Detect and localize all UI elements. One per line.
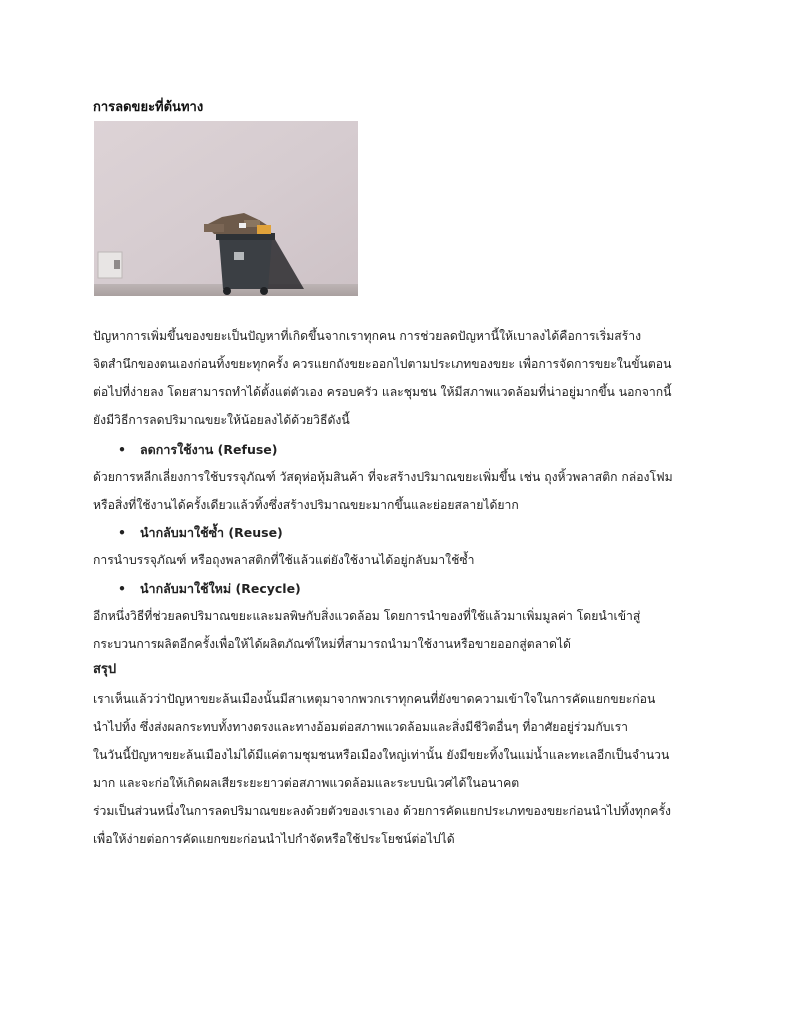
bullet-icon: • bbox=[118, 581, 126, 596]
recycle-line: กระบวนการผลิตอีกครั้งเพื่อให้ได้ผลิตภัณฑ์ใหม่ที่สามารถนำมาใช้งานหรือขายออกสู่ตลาดได้ bbox=[93, 637, 571, 651]
intro-line: ปัญหาการเพิ่มขึ้นของขยะเป็นปัญหาที่เกิดขึ้นจากเราทุกคน การช่วยลดปัญหานี้ให้เบาลงได้คือการเริ่มสร้าง bbox=[93, 329, 642, 343]
refuse-line: หรือสิ่งที่ใช้งานได้ครั้งเดียวแล้วทิ้งซึ่งสร้างปริมาณขยะมากขึ้นและย่อยสลายได้ยาก bbox=[93, 498, 519, 512]
reuse-paragraph bbox=[93, 546, 723, 574]
intro-line: จิตสำนึกของตนเองก่อนทิ้งขยะทุกครั้ง ควรแยกถังขยะออกไปตามประเภทของขยะ เพื่อการจัดการขยะในขั้นตอน bbox=[93, 357, 672, 371]
bullet-title: นำกลับมาใช้ซ้ำ (Reuse) bbox=[140, 525, 283, 540]
summary-line: มาก และจะก่อให้เกิดผลเสียระยะยาวต่อสภาพแวดล้อมและระบบนิเวศได้ในอนาคต bbox=[93, 776, 520, 790]
trash-bin-photo bbox=[94, 121, 358, 296]
recycle-line: อีกหนึ่งวิธีที่ช่วยลดปริมาณขยะและมลพิษกับสิ่งแวดล้อม โดยการนำของที่ใช้แล้วมาเพิ่มมูลค่า โดยนำเข้าสู่ bbox=[93, 609, 641, 623]
refuse-line: ด้วยการหลีกเลี่ยงการใช้บรรจุภัณฑ์ วัสดุห่อหุ้มสินค้า ที่จะสร้างปริมาณขยะเพิ่มขึ้น เช่น ถุงหิ้วพลาสติก กล่องโฟม bbox=[93, 470, 673, 484]
section-heading: การลดขยะที่ต้นทาง bbox=[93, 100, 204, 115]
bullet-icon: • bbox=[118, 525, 126, 540]
bullet-recycle bbox=[118, 579, 301, 599]
recycle-paragraph bbox=[93, 602, 723, 658]
summary-paragraph bbox=[93, 685, 723, 853]
summary-line: นำไปทิ้ง ซึ่งส่งผลกระทบทั้งทางตรงและทางอ้อมต่อสภาพแวดล้อมและสิ่งมีชีวิตอื่นๆ ที่อาศัยอยู่ร่วมกับเรา bbox=[93, 720, 629, 734]
intro-line: ต่อไปที่ง่ายลง โดยสามารถทำได้ตั้งแต่ตัวเอง ครอบครัว และชุมชน ให้มีสภาพแวดล้อมที่น่าอยู่มากขึ้น นอกจากนี้ bbox=[93, 385, 672, 399]
bullet-title: นำกลับมาใช้ใหม่ (Recycle) bbox=[140, 581, 301, 596]
summary-line: เราเห็นแล้วว่าปัญหาขยะล้นเมืองนั้นมีสาเหตุมาจากพวกเราทุกคนที่ยังขาดความเข้าใจในการคัดแยกขยะก่อน bbox=[93, 692, 656, 706]
summary-heading: สรุป bbox=[93, 662, 117, 677]
summary-line: ในวันนี้ปัญหาขยะล้นเมืองไม่ได้มีแค่ตามชุมชนหรือเมืองใหญ่เท่านั้น ยังมีขยะทิ้งในแม่น้ำและทะเลอีกเป็นจำนวน bbox=[93, 748, 670, 762]
reuse-line: การนำบรรจุภัณฑ์ หรือถุงพลาสติกที่ใช้แล้วแต่ยังใช้งานได้อยู่กลับมาใช้ซ้ำ bbox=[93, 553, 475, 567]
intro-line: ยังมีวิธีการลดปริมาณขยะให้น้อยลงได้ด้วยวิธีดังนี้ bbox=[93, 413, 350, 427]
bullet-reuse bbox=[118, 523, 283, 543]
summary-line: ร่วมเป็นส่วนหนึ่งในการลดปริมาณขยะลงด้วยตัวของเราเอง ด้วยการคัดแยกประเภทของขยะก่อนนำไปทิ้งทุกครั้ง bbox=[93, 804, 671, 818]
bullet-icon: • bbox=[118, 442, 126, 457]
intro-paragraph bbox=[93, 322, 723, 434]
bullet-title: ลดการใช้งาน (Refuse) bbox=[140, 442, 278, 457]
bullet-refuse bbox=[118, 440, 277, 460]
summary-line: เพื่อให้ง่ายต่อการคัดแยกขยะก่อนนำไปกำจัดหรือใช้ประโยชน์ต่อไปได้ bbox=[93, 832, 455, 846]
refuse-paragraph bbox=[93, 463, 723, 519]
